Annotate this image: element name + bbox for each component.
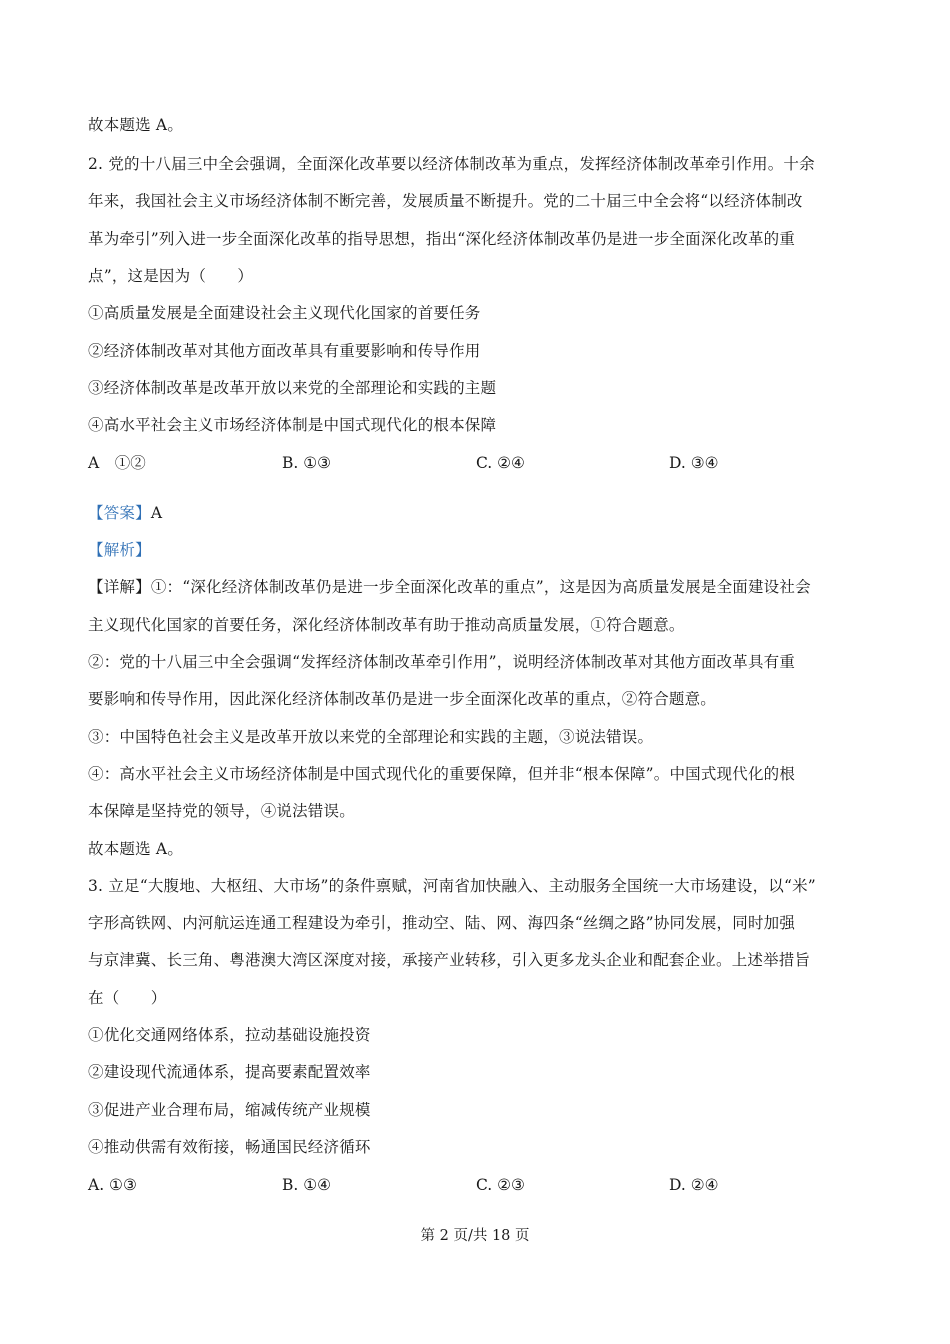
q2-detail-line-4: 要影响和传导作用，因此深化经济体制改革仍是进一步全面深化改革的重点，②符合题意。 bbox=[88, 690, 717, 708]
answer-tag: 【答案】 bbox=[88, 504, 151, 522]
page-footer: 第 2 页/共 18 页 bbox=[420, 1228, 530, 1244]
q2-analysis-line bbox=[88, 540, 151, 560]
q3-statement-2: ②建设现代流通体系，提高要素配置效率 bbox=[88, 1063, 371, 1081]
q2-detail-line-6: ④：高水平社会主义市场经济体制是中国式现代化的重要保障，但并非“根本保障”。中国式现代化的根 bbox=[88, 765, 796, 783]
q2-conclusion: 故本题选 A。 bbox=[88, 840, 184, 858]
detail-tag: 【详解】 bbox=[88, 578, 151, 596]
q2-option-b: B. ①③ bbox=[282, 454, 332, 472]
q2-statement-1: ①高质量发展是全面建设社会主义现代化国家的首要任务 bbox=[88, 304, 481, 322]
q2-option-a: A ①② bbox=[88, 454, 146, 472]
q2-detail-line-1 bbox=[88, 577, 811, 597]
q3-option-c: C. ②③ bbox=[476, 1176, 525, 1194]
q3-statement-4: ④推动供需有效衔接，畅通国民经济循环 bbox=[88, 1138, 371, 1156]
q3-stem-line-1: 3. 立足“大腹地、大枢纽、大市场”的条件禀赋，河南省加快融入、主动服务全国统一大市场建设，以“米” bbox=[88, 877, 816, 895]
q2-statement-2: ②经济体制改革对其他方面改革具有重要影响和传导作用 bbox=[88, 342, 481, 360]
q2-option-c: C. ②④ bbox=[476, 454, 525, 472]
q2-stem-line-1: 2. 党的十八届三中全会强调，全面深化改革要以经济体制改革为重点，发挥经济体制改革牵引作用。十余 bbox=[88, 155, 815, 173]
q3-stem-line-3: 与京津冀、长三角、粤港澳大湾区深度对接，承接产业转移，引入更多龙头企业和配套企业。上述举措旨 bbox=[88, 951, 811, 969]
q2-statement-3: ③经济体制改革是改革开放以来党的全部理论和实践的主题 bbox=[88, 379, 497, 397]
q2-option-d: D. ③④ bbox=[669, 454, 719, 472]
q2-detail-line-2: 主义现代化国家的首要任务，深化经济体制改革有助于推动高质量发展，①符合题意。 bbox=[88, 616, 685, 634]
detail-text: ①：“深化经济体制改革仍是进一步全面深化改革的重点”，这是因为高质量发展是全面建设社会 bbox=[150, 578, 811, 596]
q2-detail-line-7: 本保障是坚持党的领导，④说法错误。 bbox=[88, 802, 355, 820]
analysis-tag: 【解析】 bbox=[88, 541, 151, 559]
previous-answer-conclusion: 故本题选 A。 bbox=[88, 116, 184, 134]
answer-value: A bbox=[150, 504, 163, 522]
q2-stem-line-2: 年来，我国社会主义市场经济体制不断完善，发展质量不断提升。党的二十届三中全会将“以经济体制改 bbox=[88, 192, 803, 210]
q2-stem-line-4: 点”，这是因为（ ） bbox=[88, 267, 254, 285]
q3-option-b: B. ①④ bbox=[282, 1176, 332, 1194]
q3-statement-1: ①优化交通网络体系，拉动基础设施投资 bbox=[88, 1026, 371, 1044]
q3-option-a: A. ①③ bbox=[88, 1176, 137, 1194]
q2-answer-line bbox=[88, 503, 162, 523]
q3-option-d: D. ②④ bbox=[669, 1176, 719, 1194]
q3-stem-line-2: 字形高铁网、内河航运连通工程建设为牵引，推动空、陆、网、海四条“丝绸之路”协同发展，同时加强 bbox=[88, 914, 796, 932]
q2-detail-line-3: ②：党的十八届三中全会强调“发挥经济体制改革牵引作用”，说明经济体制改革对其他方面改革具有重 bbox=[88, 653, 796, 671]
q2-stem-line-3: 革为牵引”列入进一步全面深化改革的指导思想，指出“深化经济体制改革仍是进一步全面深化改革的重 bbox=[88, 230, 796, 248]
q3-stem-line-4: 在（ ） bbox=[88, 989, 167, 1007]
q2-statement-4: ④高水平社会主义市场经济体制是中国式现代化的根本保障 bbox=[88, 416, 497, 434]
q2-detail-line-5: ③：中国特色社会主义是改革开放以来党的全部理论和实践的主题，③说法错误。 bbox=[88, 728, 654, 746]
q3-statement-3: ③促进产业合理布局，缩减传统产业规模 bbox=[88, 1101, 371, 1119]
